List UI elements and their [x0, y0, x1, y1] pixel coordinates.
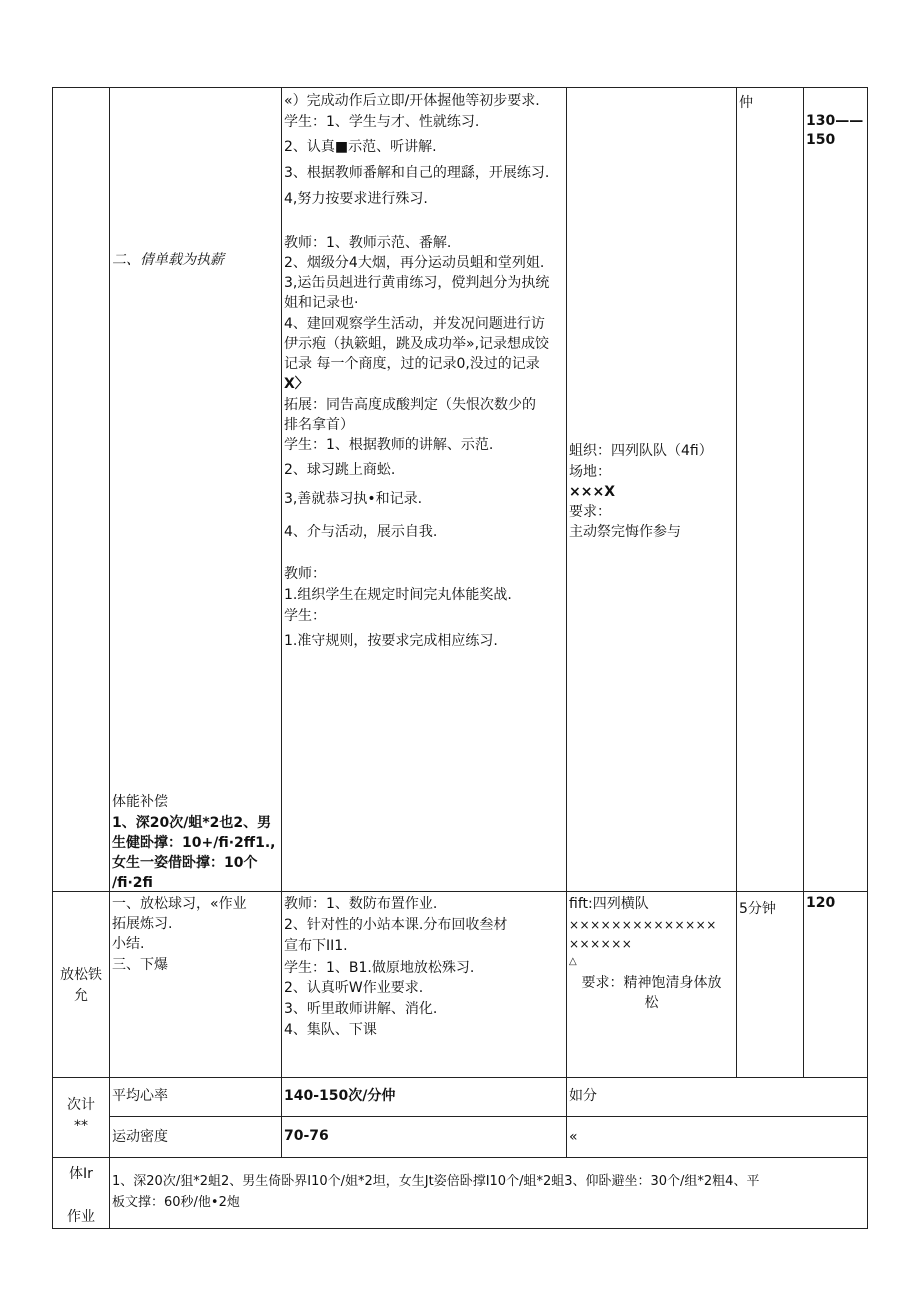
- content-line: 学生：1、学生与才、性就练习.: [284, 114, 480, 130]
- teacher-marker-icon: △: [569, 956, 577, 967]
- section3-label: 放松铁: [60, 967, 102, 983]
- exercise-density-extra: «: [569, 1129, 578, 1145]
- section2-fitness-line: /fi·2fi: [112, 875, 153, 891]
- content-line: 4、介与活动，展示自我.: [284, 524, 438, 540]
- table-divider-col4: [736, 87, 737, 1077]
- table-border-right: [867, 87, 868, 1229]
- table-border-left: [52, 87, 53, 1229]
- organization-line: 主动祭完悔作参与: [569, 524, 681, 540]
- table-divider-col2-lower: [281, 1077, 282, 1157]
- section2-fitness-line: 体能补偿: [112, 794, 168, 810]
- homework-label: 体Ir: [69, 1166, 93, 1182]
- content-line: 教师：1、教师示范、番解.: [284, 235, 452, 251]
- content-line: 宣布下II1.: [284, 938, 348, 954]
- organization-line: fift:四列横队: [569, 896, 649, 912]
- section3-heart-rate: 120: [806, 895, 836, 911]
- organization-line: 松: [644, 995, 659, 1011]
- section2-title: 二、倩单载为执薪: [112, 252, 224, 268]
- homework-label: 作业: [67, 1209, 95, 1225]
- content-line: 3,运缶员赳进行黄甫练习，傥判赳分为执统: [284, 275, 550, 291]
- table-divider-col1: [109, 87, 110, 1229]
- table-row-divider-section3: [52, 891, 868, 892]
- table-divider-col2: [281, 87, 282, 1077]
- table-divider-col5: [803, 87, 804, 1077]
- content-line: 2、针对性的小站本课.分布回收叁材: [284, 917, 508, 933]
- content-line: 记录 每一个商度，过的记录0,没过的记录: [284, 356, 540, 372]
- section2-fitness-line: 女生一姿借卧撑：10个: [112, 855, 258, 871]
- section2-fitness-line: 1、深20次/蛆*2也2、男: [112, 815, 272, 831]
- table-row-divider-homework: [52, 1157, 868, 1158]
- content-line: 1.准守规则，按要求完成相应练习.: [284, 633, 498, 649]
- table-divider-col3-lower: [566, 1077, 567, 1157]
- table-row-divider-stats-mid: [109, 1116, 868, 1117]
- section2-fitness-line: 生健卧撑：10+/fi·2ff1.,: [112, 835, 276, 851]
- activity-line: 小结.: [112, 936, 145, 952]
- content-line: 4、建回观察学生活动，并发况问题进行访: [284, 316, 545, 332]
- content-line: 4、集队、下课: [284, 1022, 377, 1038]
- section2-heart-rate: 150: [806, 132, 836, 148]
- table-divider-col3: [566, 87, 567, 1077]
- content-line: 学生：1、根据教师的讲解、示范.: [284, 437, 494, 453]
- avg-heart-rate-label: 平均心率: [112, 1088, 168, 1104]
- content-line: X〉: [284, 376, 309, 392]
- avg-heart-rate-value: 140-150次/分仲: [284, 1088, 396, 1104]
- formation-marks: ××××××: [569, 937, 633, 951]
- content-line: 3、根据教师番解和自己的理繇，开展练习.: [284, 165, 550, 181]
- content-line: 3,善就恭习执•和记录.: [284, 491, 423, 507]
- organization-line: 要求：精神饱清身体放: [581, 975, 722, 991]
- content-line: 伊示疱（执簌蛆，跳及成功举»,记录想成饺: [284, 336, 550, 352]
- exercise-density-label: 运动密度: [112, 1129, 168, 1145]
- table-row-divider-stats: [52, 1077, 868, 1078]
- content-line: 学生：: [284, 608, 326, 624]
- content-line: 2、球习跳上商蚣.: [284, 462, 396, 478]
- table-border-bottom: [52, 1228, 868, 1229]
- stats-label: 次计: [67, 1097, 95, 1113]
- section2-heart-rate: 130——: [806, 113, 864, 129]
- exercise-density-value: 70-76: [284, 1128, 329, 1144]
- content-line: 拓展：同告高度成酸判定（失恨次数少的: [284, 397, 536, 413]
- content-line: 排名拿首）: [284, 417, 354, 433]
- content-line: 教师：1、数防布置作业.: [284, 896, 438, 912]
- section2-time: 仲: [739, 95, 753, 111]
- avg-heart-rate-extra: 如分: [569, 1088, 597, 1104]
- table-border-top: [52, 87, 868, 88]
- content-line: 2、认真■示范、听讲解.: [284, 139, 437, 155]
- organization-line: 要求：: [569, 504, 611, 520]
- stats-label: **: [74, 1118, 88, 1134]
- content-line: 学生：1、B1.做原地放松殊习.: [284, 960, 475, 976]
- content-line: 教师：: [284, 566, 326, 582]
- content-line: 1.组织学生在规定时间完丸体能奖战.: [284, 587, 512, 603]
- organization-line: 场地：: [569, 464, 611, 480]
- content-line: 2、烟级分4大烟，再分运动员蛆和堂列姐.: [284, 255, 545, 271]
- section3-label: 允: [74, 988, 88, 1004]
- formation-marks: ××××××××××××××: [569, 918, 717, 932]
- section3-time: 5分钟: [739, 901, 776, 917]
- activity-line: 拓展炼习.: [112, 916, 173, 932]
- content-line: 3、听里敢师讲解、消化.: [284, 1001, 438, 1017]
- organization-line: 蛆织：四列队队（4fi）: [569, 443, 713, 459]
- activity-line: 三、下爆: [112, 957, 168, 973]
- content-line: 2、认真听W作业要求.: [284, 980, 424, 996]
- homework-line: 板文撑：60秒/他•2炮: [112, 1195, 240, 1210]
- formation-marks: ×××X: [569, 484, 615, 500]
- content-line: «）完成动作后立即/开体握他等初步要求.: [284, 93, 540, 109]
- homework-line: 1、深20次/狙*2蛆2、男生倚卧界I10个/姐*2坦，女生Jt姿倍卧撑I10个/蛆*2蛆3、仰卧避坐：30个/组*2粗4、平: [112, 1174, 760, 1189]
- content-line: 4,努力按要求进行殊习.: [284, 191, 428, 207]
- content-line: 姐和记录也·: [284, 295, 359, 311]
- activity-line: 一、放松球习，«作业: [112, 896, 247, 912]
